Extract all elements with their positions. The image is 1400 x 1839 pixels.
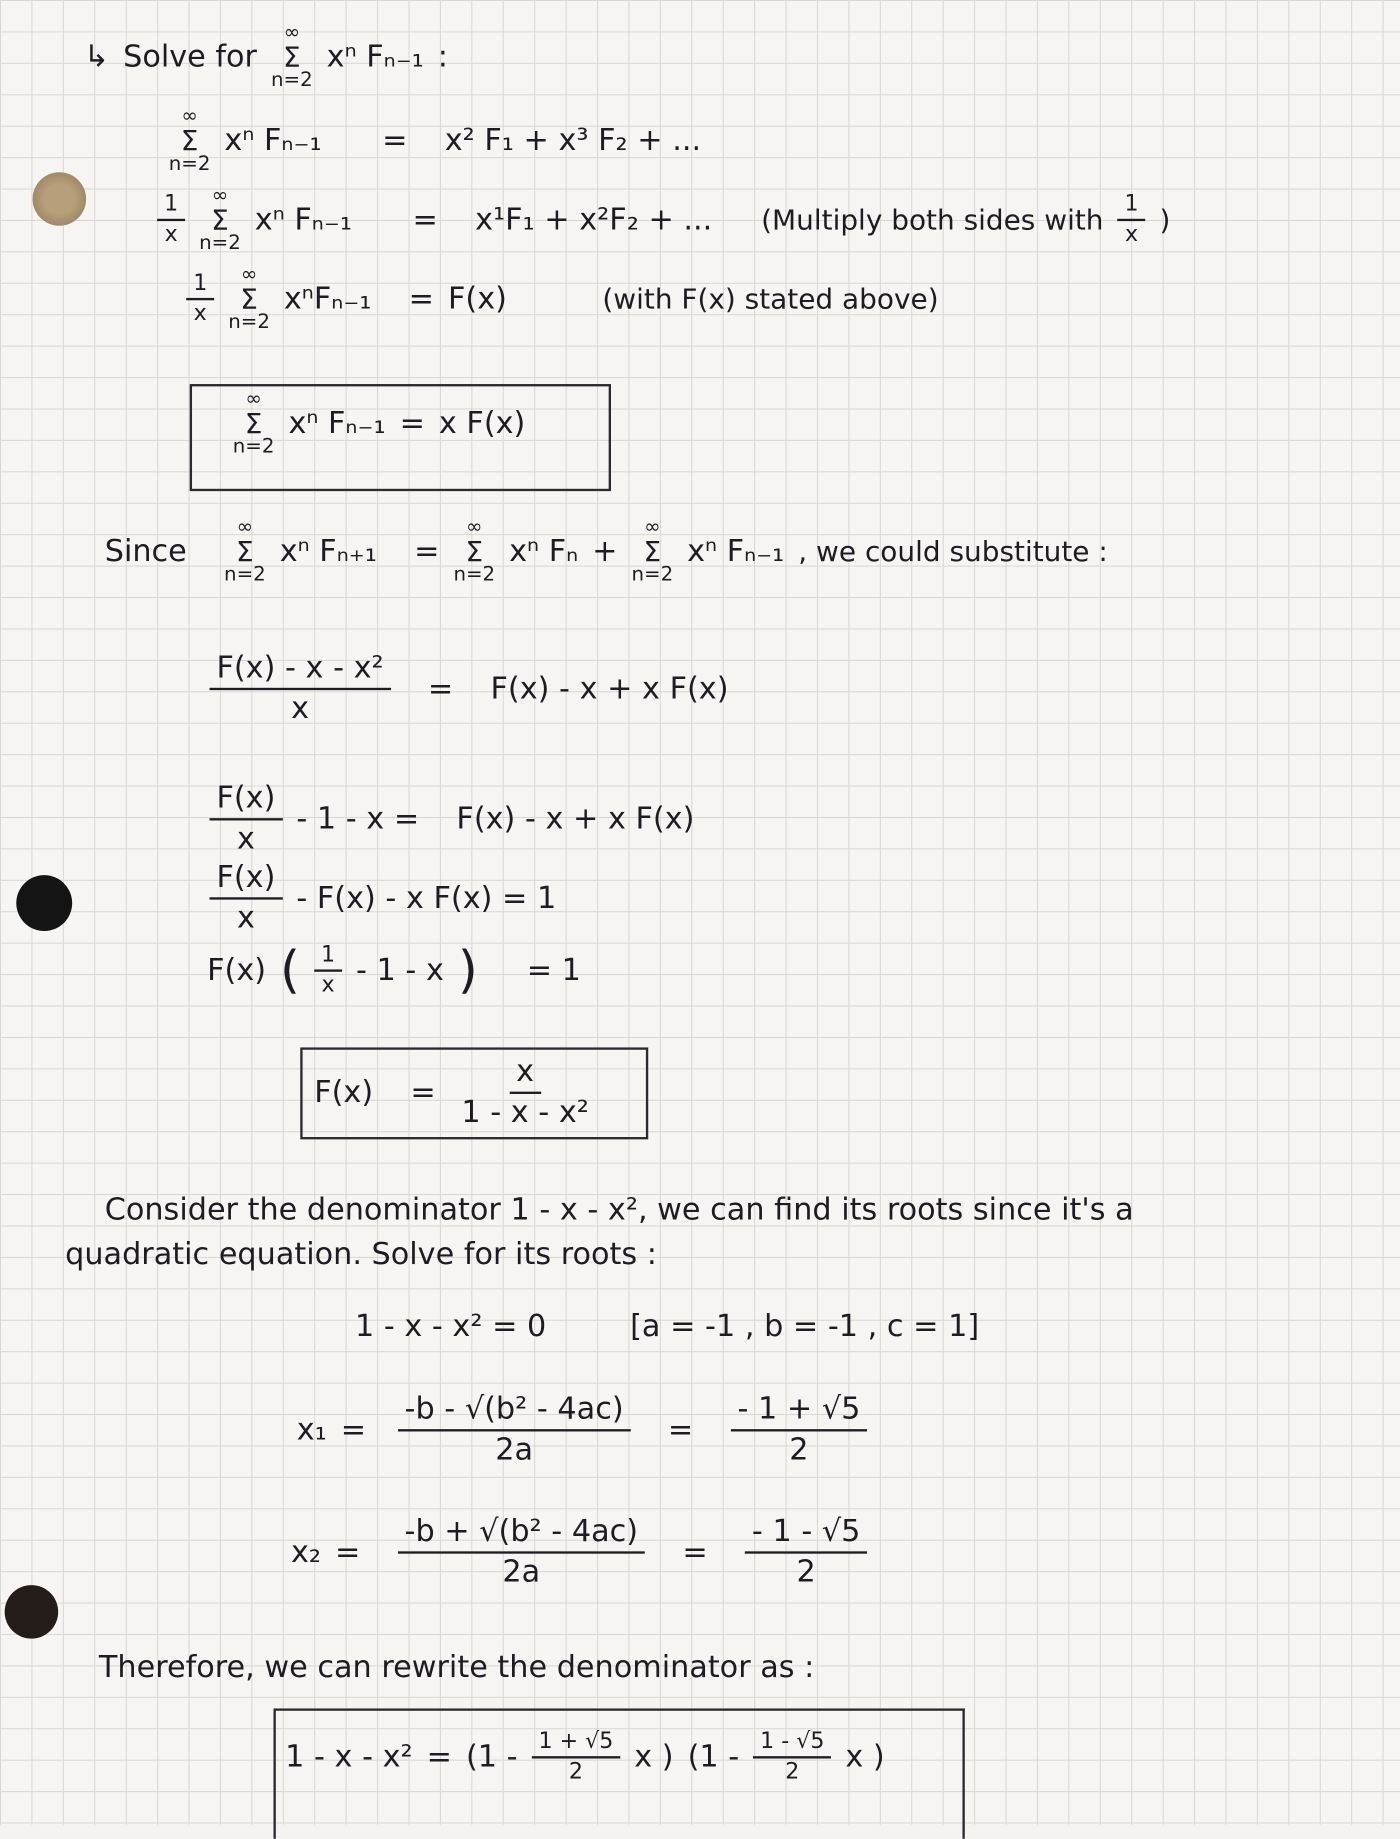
paragraph-text: Consider the denominator 1 - x - x², we can find its roots since it's a [104, 1192, 1134, 1228]
middle: - 1 - x = [296, 801, 420, 837]
plus: + [592, 534, 618, 570]
sum-top: ∞ [245, 387, 262, 411]
numerator: 1 - √5 [753, 1728, 831, 1758]
fraction [461, 1053, 589, 1131]
fraction [1117, 191, 1145, 249]
text-line [65, 1237, 657, 1272]
numerator: - 1 - √5 [745, 1513, 867, 1553]
sum-bottom: n=2 [224, 563, 266, 587]
denominator: 2 [785, 1758, 800, 1784]
binder-hole [5, 1585, 59, 1639]
equation-line-2 [168, 104, 702, 176]
sigma: Σ [240, 282, 258, 316]
since-label: Since [104, 534, 187, 570]
numerator: F(x) [209, 780, 282, 820]
sigma: Σ [211, 203, 229, 237]
factor-close: x ) [845, 1739, 885, 1775]
boxed-generating-function [314, 1053, 589, 1131]
numerator: -b + √(b² - 4ac) [398, 1513, 646, 1553]
numerator: 1 [1117, 191, 1145, 221]
equation-line-7 [209, 649, 728, 727]
denominator: 2a [502, 1554, 541, 1590]
fraction [398, 1513, 646, 1591]
lhs: F(x) [207, 952, 267, 988]
equals: = [427, 670, 454, 706]
sum-symbol [228, 265, 270, 333]
root-x1 [297, 1391, 868, 1469]
rhs: x¹F₁ + x²F₂ + ... [475, 202, 713, 238]
equals: = [399, 406, 425, 442]
numerator: 1 [186, 270, 214, 300]
sum-bottom: n=2 [453, 563, 496, 587]
boxed-result [232, 387, 526, 459]
term: xⁿ Fₙ₋₁ [687, 534, 785, 570]
paren: ) [457, 940, 478, 1000]
root-x2 [291, 1513, 867, 1591]
equation-line-4 [186, 265, 938, 333]
annotation-close: ) [1159, 203, 1171, 237]
paragraph-text: quadratic equation. Solve for its roots : [65, 1237, 657, 1273]
fraction [314, 941, 342, 999]
equals: = [667, 1412, 694, 1448]
sigma: Σ [236, 535, 254, 568]
equation-line-9 [209, 859, 556, 937]
denominator: 2 [568, 1758, 583, 1784]
sigma: Σ [283, 40, 301, 74]
sum-top: ∞ [181, 104, 198, 129]
rhs: x F(x) [438, 406, 526, 442]
annotation: (Multiply both sides with [761, 203, 1104, 237]
lhs: xⁿ Fₙ₋₁ [288, 406, 386, 442]
variable: x₁ [296, 1412, 327, 1448]
equals: = [414, 534, 440, 570]
denominator: x [1124, 221, 1139, 247]
equals: = [426, 1739, 452, 1775]
factor-open: (1 - [687, 1739, 740, 1775]
annotation: (with F(x) stated above) [602, 282, 939, 316]
lhs: xⁿ Fₙ₋₁ [254, 202, 352, 238]
equals: = [408, 281, 435, 317]
substitution-line [104, 515, 1108, 587]
sum-bottom: n=2 [228, 310, 270, 335]
rhs: = 1 [526, 952, 581, 988]
numerator: 1 [314, 941, 342, 971]
denominator: x [164, 221, 178, 247]
equals: = [682, 1534, 708, 1570]
denominator: x [236, 900, 255, 936]
colon: : [437, 39, 448, 75]
sum-symbol [453, 515, 496, 587]
lhs: 1 - x - x² [285, 1739, 413, 1775]
heading-text: Solve for [123, 39, 258, 75]
denominator: 2a [495, 1432, 534, 1467]
binder-hole [16, 875, 72, 931]
sum-bottom: n=2 [168, 152, 211, 176]
denominator: x [321, 971, 335, 997]
text-line [105, 1193, 1134, 1228]
equals: = [340, 1412, 367, 1448]
equals: = [334, 1534, 361, 1570]
annotation: , we could substitute : [798, 535, 1108, 568]
sum-symbol [224, 515, 266, 587]
fraction [532, 1728, 621, 1786]
numerator: 1 [157, 191, 185, 221]
fraction [186, 270, 214, 328]
denominator: 2 [789, 1432, 809, 1467]
equation-line-10 [207, 940, 581, 999]
equation-line-3 [157, 183, 1171, 255]
sigma: Σ [465, 535, 484, 568]
paragraph-text: Therefore, we can rewrite the denominator as : [98, 1650, 815, 1686]
sum-symbol [270, 20, 313, 92]
problem-heading [83, 20, 448, 92]
paren: ( [280, 940, 301, 1000]
numerator: F(x) [209, 859, 282, 899]
lhs: F(x) [314, 1074, 374, 1110]
sum-symbol [232, 387, 275, 459]
fraction [730, 1391, 867, 1469]
lhs: xⁿFₙ₋₁ [283, 281, 372, 317]
fraction [157, 191, 185, 249]
rhs: - F(x) - x F(x) = 1 [296, 880, 557, 916]
rhs: F(x) [448, 281, 507, 317]
lhs: xⁿ Fₙ₋₁ [224, 123, 322, 159]
sum-top: ∞ [211, 183, 229, 208]
numerator: 1 + √5 [532, 1728, 621, 1758]
numerator: -b - √(b² - 4ac) [398, 1391, 631, 1431]
middle: - 1 - x [356, 952, 444, 988]
sum-bottom: n=2 [232, 435, 275, 459]
fraction [209, 780, 282, 858]
factor-close: x ) [634, 1739, 674, 1775]
text-line [99, 1650, 814, 1685]
equation: 1 - x - x² = 0 [354, 1309, 547, 1345]
fraction [209, 649, 390, 727]
sum-bottom: n=2 [270, 68, 313, 92]
equation-line-8 [209, 780, 694, 858]
sum-bottom: n=2 [631, 563, 674, 587]
numerator: x [509, 1053, 541, 1093]
sum-symbol [168, 104, 211, 176]
expression: xⁿ Fₙ₋₁ [326, 39, 424, 75]
sum-top: ∞ [644, 515, 661, 539]
sum-bottom: n=2 [199, 231, 241, 255]
equals: = [410, 1074, 436, 1110]
denominator: 1 - x - x² [461, 1094, 589, 1130]
arrow-icon: ↳ [83, 39, 110, 75]
denominator: x [291, 690, 310, 726]
sum-top: ∞ [283, 20, 301, 45]
sum-top: ∞ [236, 515, 254, 539]
sum-top: ∞ [240, 263, 258, 287]
numerator: F(x) - x - x² [209, 649, 390, 689]
sum-top: ∞ [466, 515, 483, 539]
rhs: x² F₁ + x³ F₂ + ... [444, 123, 702, 159]
factor-open: (1 - [465, 1739, 518, 1775]
sigma: Σ [643, 535, 662, 568]
equals: = [412, 202, 438, 238]
denominator: x [193, 300, 207, 326]
binder-hole [33, 172, 87, 226]
factored-denominator [285, 1728, 885, 1786]
numerator: - 1 + √5 [730, 1391, 867, 1431]
denominator: x [236, 821, 255, 856]
fraction [753, 1728, 831, 1786]
equals: = [382, 123, 408, 159]
sigma: Σ [180, 124, 199, 158]
sum-symbol [631, 515, 674, 587]
variable: x₂ [290, 1534, 321, 1570]
coefficients: [a = -1 , b = -1 , c = 1] [630, 1309, 980, 1345]
fraction [745, 1513, 867, 1591]
denominator: 2 [796, 1554, 816, 1590]
sum-symbol [199, 183, 241, 255]
lhs: xⁿ Fₙ₊₁ [279, 534, 377, 570]
rhs: F(x) - x + x F(x) [490, 670, 729, 706]
fraction [398, 1391, 631, 1469]
fraction [209, 859, 282, 937]
term: xⁿ Fₙ [509, 534, 579, 570]
rhs: F(x) - x + x F(x) [456, 801, 695, 837]
quadratic-equation [355, 1309, 979, 1344]
sigma: Σ [244, 407, 263, 440]
